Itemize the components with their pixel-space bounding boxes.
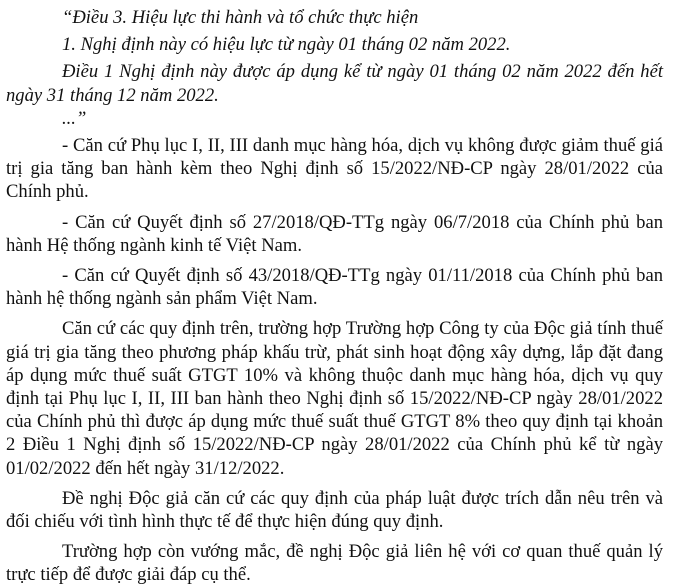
recommendation-paragraph: Đề nghị Độc giả căn cứ các quy định của pháp luật được trích dẫn nêu trên và đối chiếu với tình hình thực tế để thực hiện đúng quy định. <box>6 487 663 533</box>
quote-clause-1: 1. Nghị định này có hiệu lực từ ngày 01 tháng 02 năm 2022. <box>62 34 511 56</box>
basis-decision-43: - Căn cứ Quyết định số 43/2018/QĐ-TTg ngày 01/11/2018 của Chính phủ ban hành hệ thống ngành sản phẩm Việt Nam. <box>6 265 663 310</box>
quote-clause-article-1: Điều 1 Nghị định này được áp dụng kể từ ngày 01 tháng 02 năm 2022 đến hết ngày 31 tháng 12 năm 2022. <box>6 61 663 106</box>
contact-paragraph: Trường hợp còn vướng mắc, đề nghị Độc giả liên hệ với cơ quan thuế quản lý trực tiếp để được giải đáp cụ thể. <box>6 541 663 586</box>
quote-ellipsis: ...” <box>62 107 87 129</box>
basis-decision-27: - Căn cứ Quyết định số 27/2018/QĐ-TTg ngày 06/7/2018 của Chính phủ ban hành Hệ thống ngành kinh tế Việt Nam. <box>6 211 663 256</box>
quote-article-title: “Điều 3. Hiệu lực thi hành và tổ chức thực hiện <box>62 7 419 28</box>
basis-appendix: - Căn cứ Phụ lục I, II, III danh mục hàng hóa, dịch vụ không được giảm thuế giá trị gia tăng ban hành kèm theo Nghị định số 15/2022/NĐ-CP ngày 28/01/2022 của Chính phủ. <box>6 135 663 203</box>
conclusion-paragraph: Căn cứ các quy định trên, trường hợp Trường hợp Công ty của Độc giả tính thuế giá trị gia tăng theo phương pháp khấu trừ, phát sinh hoạt động xây dựng, lắp đặt đang áp dụng mức thuế suất GTGT 10% và không thuộc danh mục hàng hóa, dịch vụ quy định tại Phụ lục I, II, III ban hành theo Nghị định số 15/2022/NĐ-CP ngày 28/01/2022 của Chính phủ thì được áp dụng mức thuế suất thuế GTGT 8% theo quy định tại khoản 2 Điều 1 Nghị định số 15/2022/NĐ-CP ngày 28/01/2022 của Chính phủ kể từ ngày 01/02/2022 đến hết ngày 31/12/2022. <box>6 318 663 479</box>
